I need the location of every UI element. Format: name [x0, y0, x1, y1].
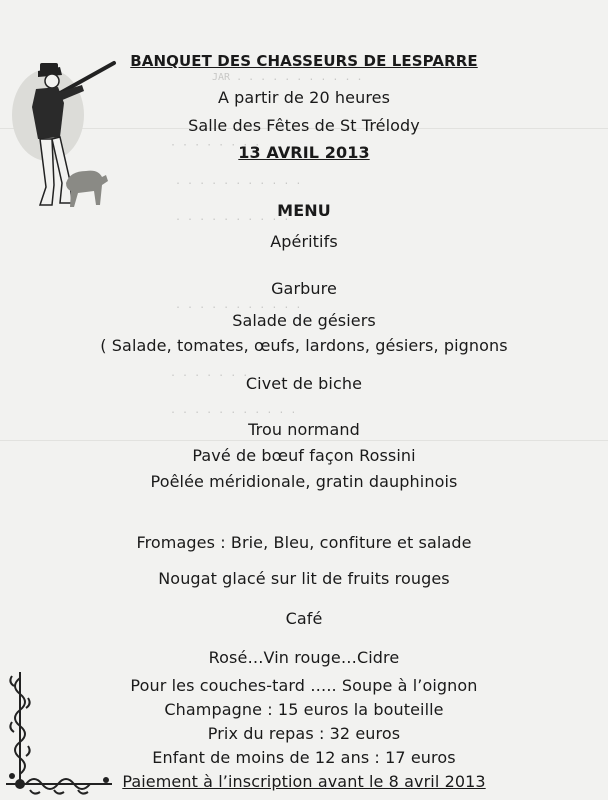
child-price: Enfant de moins de 12 ans : 17 euros [152, 748, 456, 767]
menu-item: Café [285, 609, 323, 628]
ornamental-corner-icon [0, 668, 115, 800]
bleed-through-text: . . . . . . . [170, 368, 249, 379]
bleed-through-text: . . . . . . . . . . . [175, 300, 302, 311]
menu-item-detail: ( Salade, tomates, œufs, lardons, gésiers, pignons [100, 336, 508, 355]
menu-item: Garbure [271, 279, 337, 298]
menu-item: Apéritifs [270, 232, 338, 251]
paper-fold-line [0, 440, 608, 441]
bleed-through-text: . . . . . . . . . . [175, 212, 290, 223]
menu-item: Poêlée méridionale, gratin dauphinois [150, 472, 458, 491]
meal-price: Prix du repas : 32 euros [207, 724, 401, 743]
menu-heading: MENU [277, 201, 331, 220]
drinks-line: Rosé…Vin rouge…Cidre [208, 648, 400, 667]
menu-item: Civet de biche [245, 374, 363, 393]
bleed-through-text: JAR . . . . . . . . . . . [212, 72, 363, 83]
menu-item: Pavé de bœuf façon Rossini [192, 446, 416, 465]
event-venue: Salle des Fêtes de St Trélody [188, 116, 420, 135]
menu-item: Trou normand [248, 420, 360, 439]
bleed-through-text: . . . . . . . . . . . [175, 176, 302, 187]
bleed-through-text: . . . . . . . . . . . [170, 405, 297, 416]
banquet-title: BANQUET DES CHASSEURS DE LESPARRE [130, 52, 478, 70]
menu-item: Fromages : Brie, Bleu, confiture et salade [136, 533, 472, 552]
payment-note: Paiement à l’inscription avant le 8 avril 2013 [122, 772, 486, 791]
event-date: 13 AVRIL 2013 [238, 143, 370, 162]
event-time: A partir de 20 heures [217, 88, 391, 107]
menu-item: Nougat glacé sur lit de fruits rouges [158, 569, 450, 588]
bleed-through-text: · · · · · · · · [170, 140, 261, 151]
menu-item: Salade de gésiers [232, 311, 376, 330]
champagne-price: Champagne : 15 euros la bouteille [164, 700, 444, 719]
late-soup-line: Pour les couches-tard ….. Soupe à l’oignon [130, 676, 478, 695]
hunter-illustration-icon [8, 55, 128, 220]
